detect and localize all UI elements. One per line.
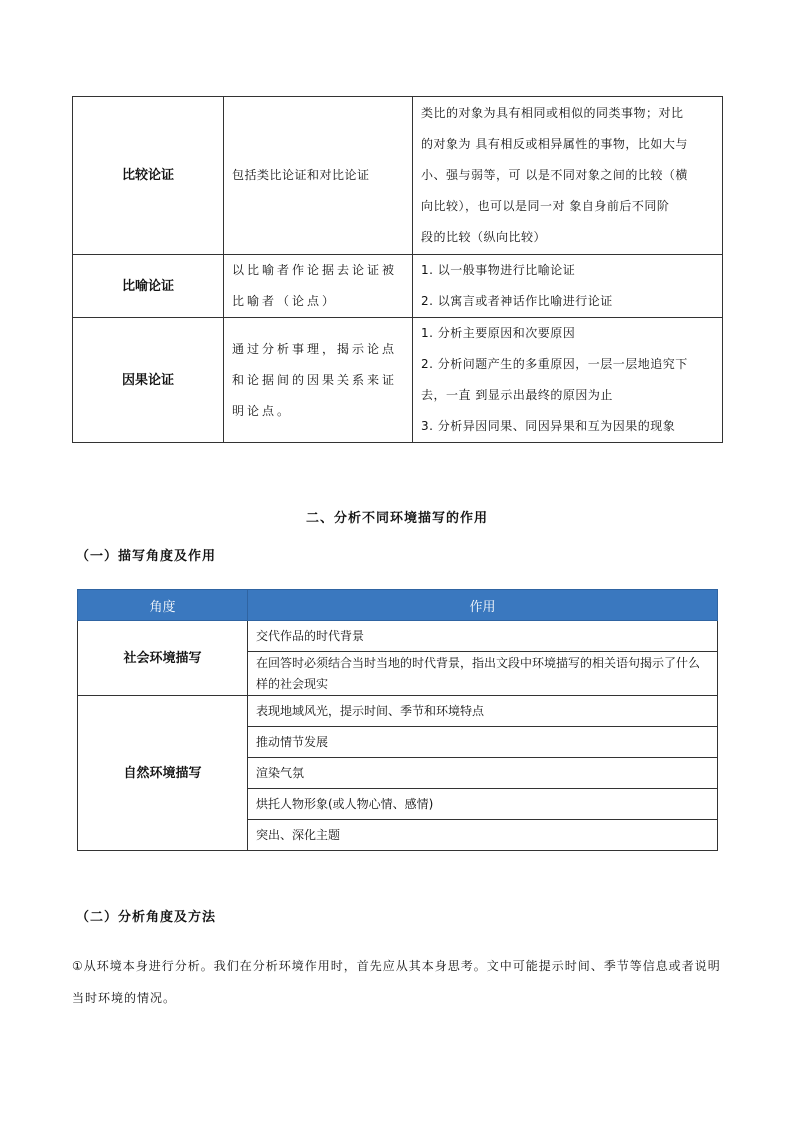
column-header-angle: 角度	[78, 590, 248, 621]
argument-methods-table	[72, 96, 723, 443]
table-row	[78, 696, 718, 727]
definition-line: 比喻者（论点）	[232, 294, 338, 308]
detail-line: 3. 分析异因同果、同因异果和互为因果的现象	[421, 419, 676, 433]
method-definition	[224, 255, 413, 318]
effect-cell: 渲染气氛	[248, 758, 718, 789]
method-details	[413, 318, 723, 443]
table-row	[78, 621, 718, 652]
detail-line: 1. 以一般事物进行比喻论证	[421, 263, 576, 277]
column-header-effect: 作用	[248, 590, 718, 621]
method-details	[413, 255, 723, 318]
section-title: 二、分析不同环境描写的作用	[305, 511, 488, 526]
method-name: 比喻论证	[73, 255, 224, 318]
effect-cell: 表现地域风光，提示时间、季节和环境特点	[248, 696, 718, 727]
effect-cell: 烘托人物形象(或人物心情、感情)	[248, 789, 718, 820]
effect-cell: 推动情节发展	[248, 727, 718, 758]
method-definition	[224, 318, 413, 443]
definition-line: 明论点。	[232, 403, 293, 418]
body-paragraph: ①从环境本身进行分析。我们在分析环境作用时，首先应从其本身思考。文中可能提示时间、季节等信息或者说明当时环境的情况。	[72, 959, 721, 1005]
effect-cell: 突出、深化主题	[248, 820, 718, 851]
definition-line: 以比喻者作论据去论证被	[232, 263, 398, 277]
detail-line: 的对象为 具有相反或相异属性的事物，比如大与	[421, 137, 688, 151]
method-definition: 包括类比论证和对比论证	[224, 97, 413, 255]
effect-cell: 交代作品的时代背景	[248, 621, 718, 652]
subheading-description-angles: （一）描写角度及作用	[76, 549, 217, 564]
subheading-analysis-methods: （二）分析角度及方法	[76, 910, 217, 925]
method-name: 因果论证	[73, 318, 224, 443]
angle-cell: 自然环境描写	[78, 696, 248, 851]
definition-line: 通过分析事理，揭示论点	[232, 341, 398, 356]
detail-line: 段的比较（纵向比较）	[421, 230, 547, 244]
detail-line: 类比的对象为具有相同或相似的同类事物；对比	[421, 106, 684, 120]
environment-description-table	[77, 589, 718, 851]
detail-line: 2. 以寓言或者神话作比喻进行论证	[421, 294, 613, 308]
table-row	[73, 97, 723, 255]
detail-line: 1. 分析主要原因和次要原因	[421, 326, 576, 340]
definition-line: 和论据间的因果关系来证	[232, 372, 398, 387]
detail-line: 去，一直 到显示出最终的原因为止	[421, 388, 613, 402]
method-name: 比较论证	[73, 97, 224, 255]
detail-line: 2. 分析问题产生的多重原因，一层一层地追究下	[421, 357, 688, 371]
table-row	[73, 255, 723, 318]
effect-cell: 在回答时必须结合当时当地的时代背景，指出文段中环境描写的相关语句揭示了什么样的社会现实	[248, 652, 718, 696]
method-details	[413, 97, 723, 255]
table-header-row	[78, 590, 718, 621]
detail-line: 向比较），也可以是同一对 象自身前后不同阶	[421, 199, 670, 213]
angle-cell: 社会环境描写	[78, 621, 248, 696]
detail-line: 小、强与弱等，可 以是不同对象之间的比较（横	[421, 168, 688, 182]
table-row	[73, 318, 723, 443]
